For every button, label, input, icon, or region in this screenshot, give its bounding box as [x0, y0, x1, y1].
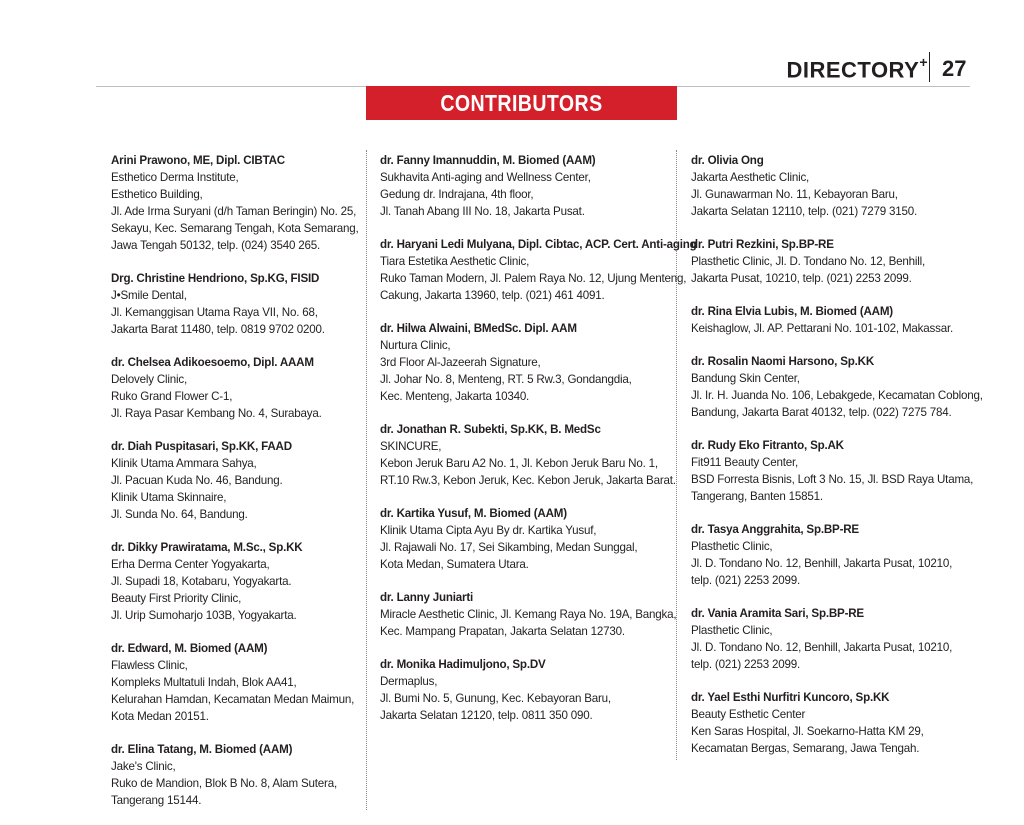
page-number: 27	[942, 56, 967, 81]
contributor-address-line: Kelurahan Hamdan, Kecamatan Medan Maimun,	[111, 693, 355, 706]
contributor-address-line: Bandung, Jakarta Barat 40132, telp. (022) 7275 784.	[691, 406, 952, 419]
contributor-name: dr. Vania Aramita Sari, Sp.BP-RE	[691, 607, 864, 620]
contributor-address-line: Jl. Urip Sumoharjo 103B, Yogyakarta.	[111, 609, 297, 622]
contributor-address-line: Jl. D. Tondano No. 12, Benhill, Jakarta Pusat, 10210,	[691, 641, 953, 654]
contributor-name: dr. Lanny Juniarti	[380, 591, 474, 604]
contributor-entry	[111, 270, 361, 338]
contributor-address-line: Jl. Rajawali No. 17, Sei Sikambing, Medan Sunggal,	[380, 541, 638, 554]
contributor-entry	[691, 353, 991, 421]
contributor-entry	[691, 605, 991, 673]
contributor-address-line: Jake's Clinic,	[111, 760, 176, 773]
contributor-address-line: Plasthetic Clinic,	[691, 540, 773, 553]
contributor-entry	[380, 421, 676, 489]
contributor-address-line: Tangerang, Banten 15851.	[691, 490, 823, 503]
contributor-address-line: Kec. Menteng, Jakarta 10340.	[380, 390, 530, 403]
contributor-name: dr. Elina Tatang, M. Biomed (AAM)	[111, 743, 293, 756]
contributor-address-line: Jl. Johar No. 8, Menteng, RT. 5 Rw.3, Gondangdia,	[380, 373, 632, 386]
plus-mark: +	[919, 54, 928, 70]
contributor-address-line: Kota Medan, Sumatera Utara.	[380, 558, 529, 571]
contributor-address-line: Klinik Utama Skinnaire,	[111, 491, 227, 504]
contributor-address-line: Beauty Esthetic Center	[691, 708, 806, 721]
contributor-address-line: Tangerang 15144.	[111, 794, 202, 807]
contributor-address-line: Jl. Ade Irma Suryani (d/h Taman Beringin) No. 25,	[111, 205, 357, 218]
contributor-entry	[111, 438, 361, 523]
contributor-name: dr. Jonathan R. Subekti, Sp.KK, B. MedSc	[380, 423, 601, 436]
page-header	[0, 0, 1024, 90]
contributor-address-line: Sukhavita Anti-aging and Wellness Center,	[380, 171, 591, 184]
contributor-name: dr. Dikky Prawiratama, M.Sc., Sp.KK	[111, 541, 303, 554]
contributor-address-line: 3rd Floor Al-Jazeerah Signature,	[380, 356, 541, 369]
section-name: DIRECTORY	[786, 57, 920, 83]
contributor-name: dr. Monika Hadimuljono, Sp.DV	[380, 658, 546, 671]
contributors-column-3	[691, 152, 991, 773]
contributor-address-line: Jawa Tengah 50132, telp. (024) 3540 265.	[111, 239, 321, 252]
contributor-entry	[111, 152, 361, 254]
contributor-entry	[380, 505, 670, 573]
contributor-entry	[691, 236, 991, 287]
contributor-address-line: Kec. Mampang Prapatan, Jakarta Selatan 12730.	[380, 625, 625, 638]
banner-title: CONTRIBUTORS	[440, 89, 603, 116]
contributor-entry	[380, 236, 697, 304]
contributor-address-line: Nurtura Clinic,	[380, 339, 451, 352]
contributor-entry	[111, 741, 361, 809]
contributor-address-line: Klinik Utama Ammara Sahya,	[111, 457, 257, 470]
contributors-banner	[366, 86, 677, 120]
contributor-address-line: Jl. Sunda No. 64, Bandung.	[111, 508, 248, 521]
contributor-address-line: Kecamatan Bergas, Semarang, Jawa Tengah.	[691, 742, 920, 755]
contributor-name: dr. Diah Puspitasari, Sp.KK, FAAD	[111, 440, 292, 453]
contributor-address-line: Jakarta Barat 11480, telp. 0819 9702 0200.	[111, 323, 325, 336]
contributor-entry	[380, 152, 670, 220]
contributor-name: dr. Putri Rezkini, Sp.BP-RE	[691, 238, 834, 251]
contributor-name: dr. Edward, M. Biomed (AAM)	[111, 642, 268, 655]
contributor-name: dr. Fanny Imannuddin, M. Biomed (AAM)	[380, 154, 596, 167]
contributor-address-line: Jl. Kemanggisan Utama Raya VII, No. 68,	[111, 306, 318, 319]
column-divider	[366, 150, 367, 810]
contributor-address-line: Jl. Raya Pasar Kembang No. 4, Surabaya.	[111, 407, 322, 420]
contributor-address-line: SKINCURE,	[380, 440, 442, 453]
contributor-address-line: Sekayu, Kec. Semarang Tengah, Kota Semarang,	[111, 222, 359, 235]
contributor-name: dr. Tasya Anggrahita, Sp.BP-RE	[691, 523, 859, 536]
contributor-address-line: Jl. Pacuan Kuda No. 46, Bandung.	[111, 474, 283, 487]
contributor-address-line: telp. (021) 2253 2099.	[691, 574, 801, 587]
contributor-address-line: Esthetico Building,	[111, 188, 203, 201]
contributor-address-line: Keishaglow, Jl. AP. Pettarani No. 101-102, Makassar.	[691, 322, 953, 335]
contributor-address-line: Jl. D. Tondano No. 12, Benhill, Jakarta Pusat, 10210,	[691, 557, 953, 570]
contributor-address-line: Fit911 Beauty Center,	[691, 456, 799, 469]
contributor-address-line: Ruko Taman Modern, Jl. Palem Raya No. 12, Ujung Menteng,	[380, 272, 687, 285]
contributor-name: dr. Haryani Ledi Mulyana, Dipl. Cibtac, ACP. Cert. Anti-aging	[380, 238, 697, 251]
contributor-address-line: Jl. Supadi 18, Kotabaru, Yogyakarta.	[111, 575, 292, 588]
contributor-entry	[111, 354, 361, 422]
contributor-entry	[380, 589, 677, 640]
contributor-entry	[691, 152, 991, 220]
contributor-address-line: Jl. Ir. H. Juanda No. 106, Lebakgede, Kecamatan Coblong,	[691, 389, 983, 402]
contributor-entry	[380, 656, 670, 724]
contributor-address-line: Jakarta Aesthetic Clinic,	[691, 171, 810, 184]
contributor-entry	[111, 640, 361, 725]
header-divider	[929, 52, 930, 82]
contributor-entry	[111, 539, 361, 624]
contributor-address-line: RT.10 Rw.3, Kebon Jeruk, Kec. Kebon Jeruk, Jakarta Barat.	[380, 474, 676, 487]
contributor-address-line: Jl. Bumi No. 5, Gunung, Kec. Kebayoran Baru,	[380, 692, 611, 705]
contributor-name: dr. Rina Elvia Lubis, M. Biomed (AAM)	[691, 305, 893, 318]
contributor-address-line: Kota Medan 20151.	[111, 710, 209, 723]
contributor-name: Drg. Christine Hendriono, Sp.KG, FISID	[111, 272, 320, 285]
contributor-address-line: Jakarta Selatan 12120, telp. 0811 350 090.	[380, 709, 593, 722]
contributor-address-line: Tiara Estetika Aesthetic Clinic,	[380, 255, 530, 268]
contributor-address-line: Cakung, Jakarta 13960, telp. (021) 461 4091.	[380, 289, 605, 302]
contributor-name: dr. Rosalin Naomi Harsono, Sp.KK	[691, 355, 874, 368]
contributor-name: Arini Prawono, ME, Dipl. CIBTAC	[111, 154, 285, 167]
contributors-column-2	[380, 152, 697, 740]
contributor-entry	[691, 437, 991, 505]
contributor-address-line: Flawless Clinic,	[111, 659, 188, 672]
contributor-address-line: Kompleks Multatuli Indah, Blok AA41,	[111, 676, 297, 689]
contributor-address-line: Plasthetic Clinic, Jl. D. Tondano No. 12, Benhill,	[691, 255, 926, 268]
contributor-address-line: J•Smile Dental,	[111, 289, 187, 302]
contributor-name: dr. Kartika Yusuf, M. Biomed (AAM)	[380, 507, 567, 520]
contributor-address-line: BSD Forresta Bisnis, Loft 3 No. 15, Jl. BSD Raya Utama,	[691, 473, 974, 486]
contributors-column-1	[111, 152, 361, 825]
contributor-address-line: Plasthetic Clinic,	[691, 624, 773, 637]
contributor-address-line: Ruko de Mandion, Blok B No. 8, Alam Sutera,	[111, 777, 337, 790]
contributor-address-line: Ken Saras Hospital, Jl. Soekarno-Hatta KM 29,	[691, 725, 924, 738]
contributor-name: dr. Rudy Eko Fitranto, Sp.AK	[691, 439, 844, 452]
contributor-address-line: Kebon Jeruk Baru A2 No. 1, Jl. Kebon Jeruk Baru No. 1,	[380, 457, 658, 470]
contributor-entry	[691, 521, 991, 589]
contributor-entry	[691, 303, 991, 337]
contributor-address-line: Miracle Aesthetic Clinic, Jl. Kemang Raya No. 19A, Bangka,	[380, 608, 677, 621]
contributor-name: dr. Olivia Ong	[691, 154, 764, 167]
contributor-address-line: Beauty First Priority Clinic,	[111, 592, 242, 605]
contributor-address-line: Esthetico Derma Institute,	[111, 171, 239, 184]
contributor-name: dr. Hilwa Alwaini, BMedSc. Dipl. AAM	[380, 322, 577, 335]
contributor-address-line: Erha Derma Center Yogyakarta,	[111, 558, 270, 571]
contributor-entry	[691, 689, 991, 757]
contributor-address-line: telp. (021) 2253 2099.	[691, 658, 801, 671]
contributor-address-line: Delovely Clinic,	[111, 373, 188, 386]
contributor-entry	[380, 320, 670, 405]
contributor-address-line: Jl. Tanah Abang III No. 18, Jakarta Pusat.	[380, 205, 585, 218]
contributor-address-line: Klinik Utama Cipta Ayu By dr. Kartika Yusuf,	[380, 524, 597, 537]
contributor-address-line: Ruko Grand Flower C-1,	[111, 390, 233, 403]
contributor-address-line: Bandung Skin Center,	[691, 372, 800, 385]
contributor-address-line: Jakarta Selatan 12110, telp. (021) 7279 3150.	[691, 205, 918, 218]
contributor-address-line: Jakarta Pusat, 10210, telp. (021) 2253 2099.	[691, 272, 912, 285]
magazine-section-title	[786, 56, 928, 83]
contributor-address-line: Gedung dr. Indrajana, 4th floor,	[380, 188, 534, 201]
contributor-address-line: Dermaplus,	[380, 675, 438, 688]
contributor-name: dr. Chelsea Adikoesoemo, Dipl. AAAM	[111, 356, 314, 369]
contributor-address-line: Jl. Gunawarman No. 11, Kebayoran Baru,	[691, 188, 898, 201]
contributor-name: dr. Yael Esthi Nurfitri Kuncoro, Sp.KK	[691, 691, 890, 704]
